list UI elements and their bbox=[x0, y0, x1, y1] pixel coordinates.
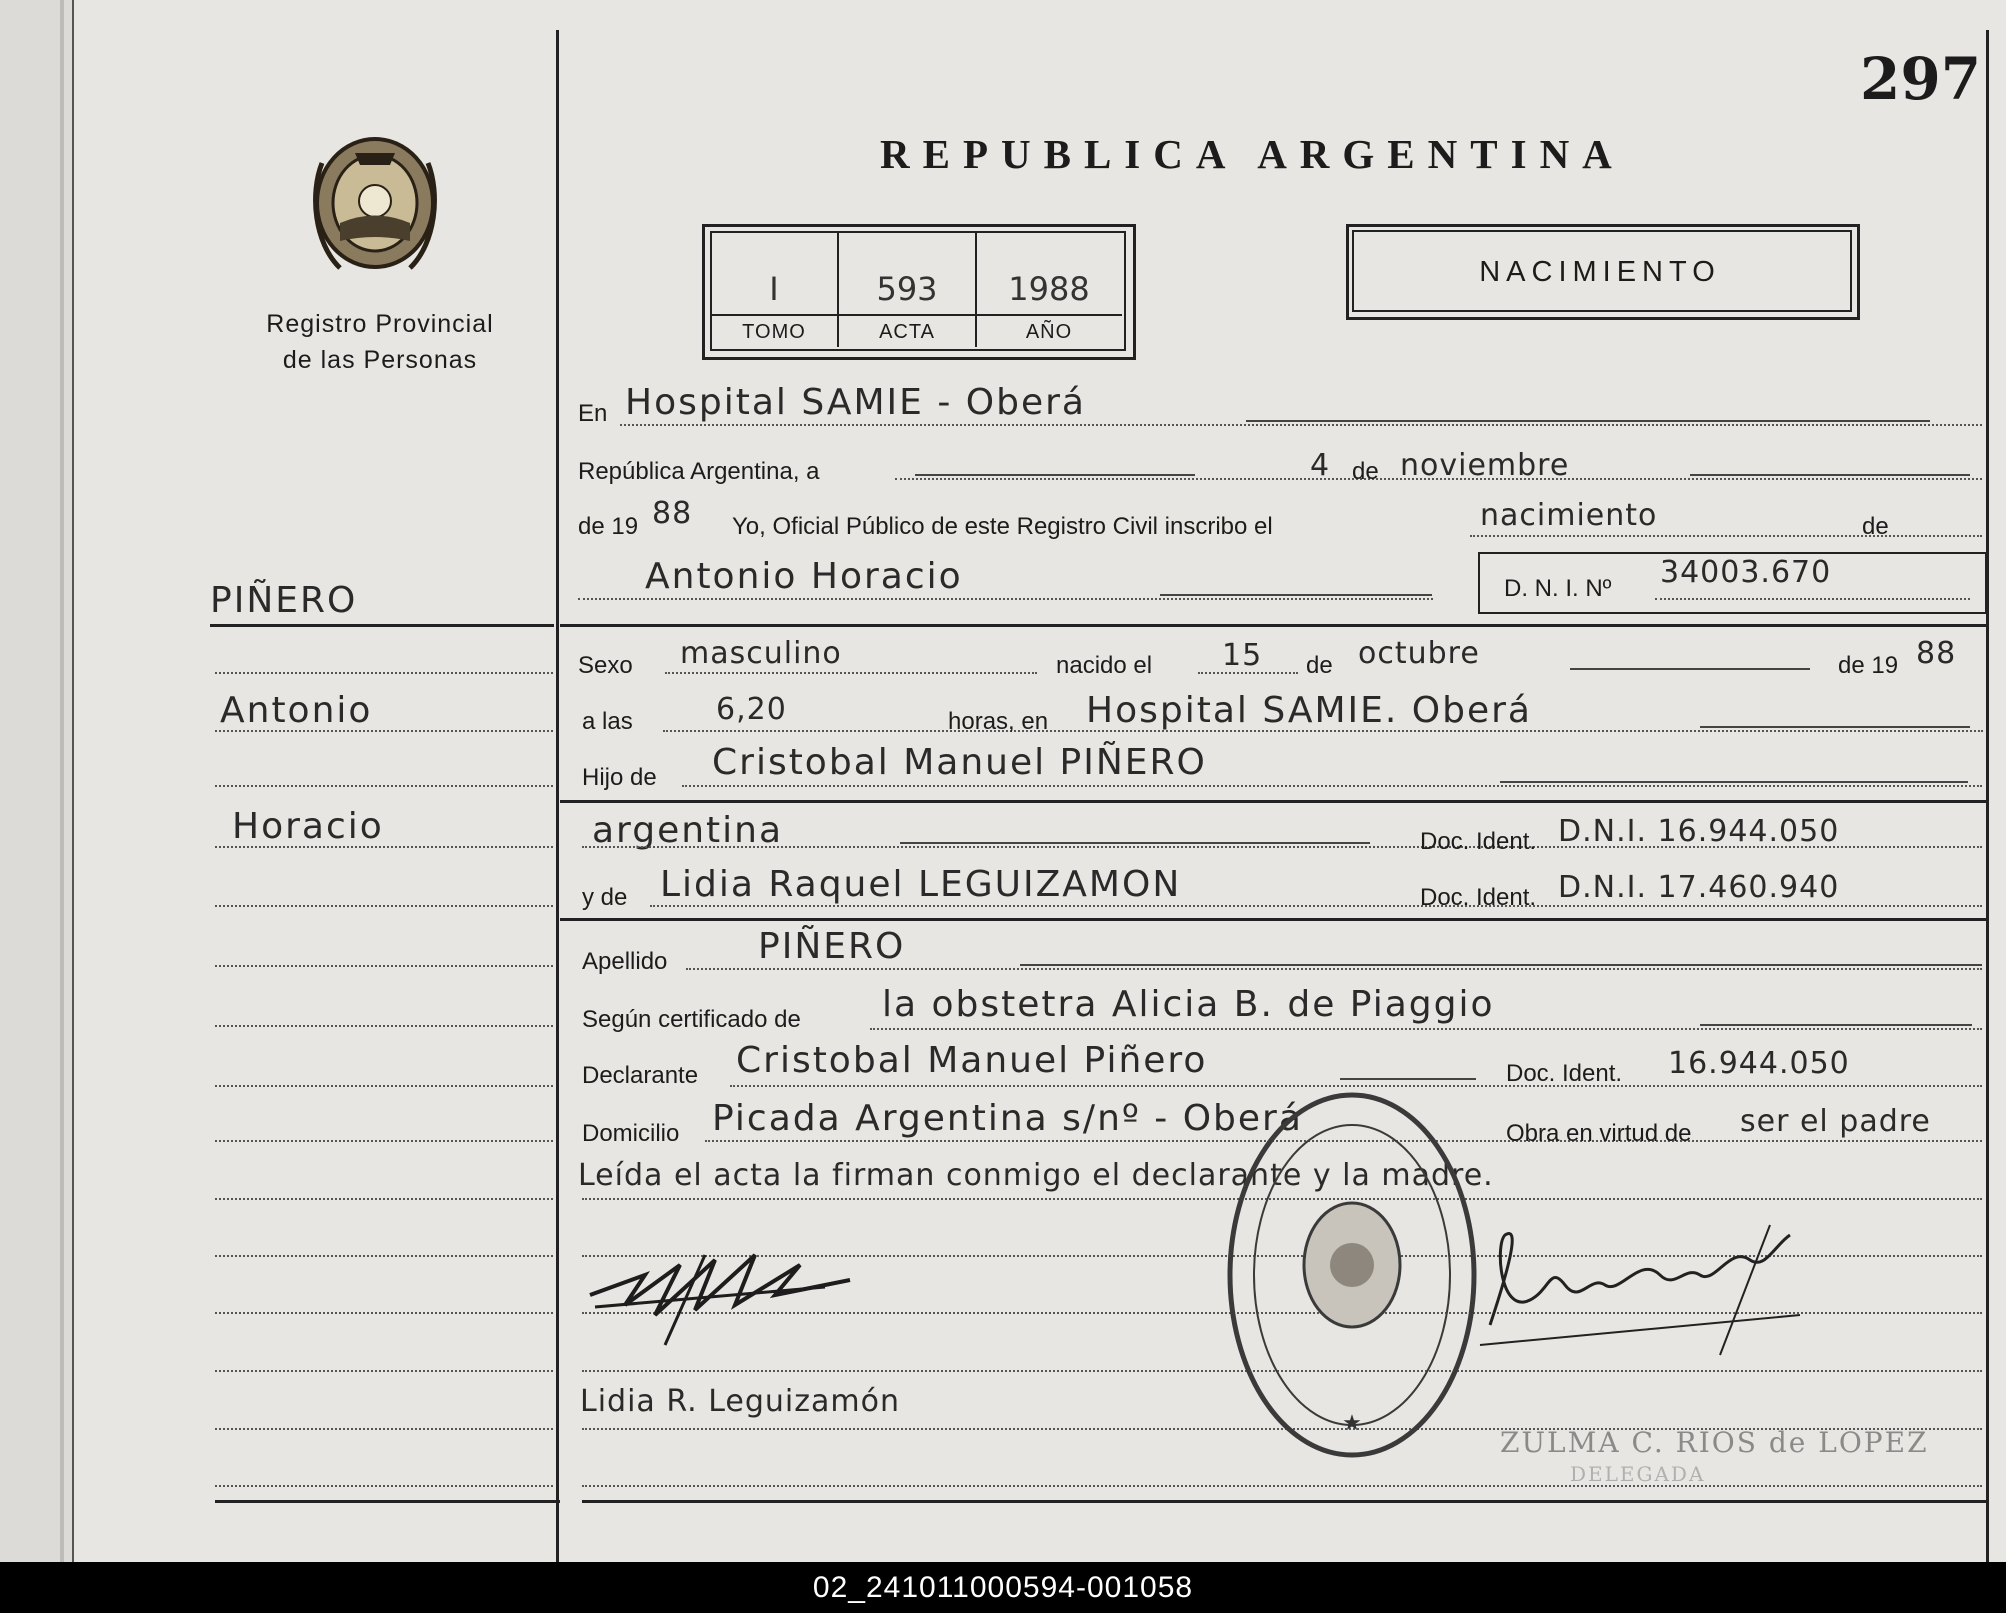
nacido-label: nacido el bbox=[1056, 652, 1153, 679]
blank-line bbox=[915, 474, 1195, 476]
father-name: Cristobal Manuel PIÑERO bbox=[712, 742, 1207, 783]
registry-stamp-icon bbox=[1222, 1085, 1482, 1465]
registration-day: 4 bbox=[1310, 448, 1331, 483]
blank-line bbox=[1160, 594, 1432, 596]
birth-year-suffix: 88 bbox=[1916, 636, 1957, 671]
mother-document: D.N.I. 17.460.940 bbox=[1558, 870, 1840, 905]
doc-label: Doc. Ident. bbox=[1420, 828, 1537, 855]
margin-surname: PIÑERO bbox=[210, 580, 358, 621]
section-rule bbox=[560, 800, 1986, 803]
margin-divider bbox=[556, 30, 559, 1562]
binding-fold bbox=[60, 0, 64, 1562]
mother-signature: Lidia R. Leguizamón bbox=[580, 1384, 900, 1419]
declarante-label: Declarante bbox=[582, 1062, 699, 1089]
ano-header: AÑO bbox=[1025, 321, 1073, 343]
margin-dotted-line bbox=[215, 1140, 553, 1142]
obra-value: ser el padre bbox=[1740, 1104, 1931, 1139]
sexo-value: masculino bbox=[680, 636, 842, 671]
de-label-3: de bbox=[1306, 652, 1333, 679]
declarante-document: 16.944.050 bbox=[1668, 1046, 1850, 1081]
blank-line bbox=[1700, 726, 1970, 728]
blank-line bbox=[1340, 1078, 1476, 1080]
dotted-line bbox=[686, 968, 1982, 970]
page-number: 297 bbox=[1860, 45, 1982, 113]
record-type: NACIMIENTO bbox=[1479, 256, 1721, 288]
margin-dotted-line bbox=[215, 846, 553, 848]
margin-dotted-line bbox=[215, 1428, 553, 1430]
footer-code: 02_241011000594-001058 bbox=[812, 1571, 1194, 1604]
right-page-edge bbox=[1986, 30, 1989, 1562]
registration-place: Hospital SAMIE - Oberá bbox=[625, 382, 1086, 423]
margin-dotted-line bbox=[215, 785, 553, 787]
margin-dotted-line bbox=[215, 1025, 553, 1027]
apellido-value: PIÑERO bbox=[758, 926, 906, 967]
dotted-line bbox=[578, 598, 1433, 600]
margin-dotted-line bbox=[215, 1085, 553, 1087]
place-label: En bbox=[578, 400, 608, 427]
hijo-label: Hijo de bbox=[582, 764, 657, 791]
dotted-line bbox=[665, 672, 1037, 674]
obra-label: Obra en virtud de bbox=[1506, 1120, 1692, 1147]
blank-line bbox=[1246, 420, 1930, 422]
dni-label: D. N. I. Nº bbox=[1504, 575, 1612, 602]
father-document: D.N.I. 16.944.050 bbox=[1558, 814, 1840, 849]
tomo-value: I bbox=[769, 270, 779, 308]
declarante-name: Cristobal Manuel Piñero bbox=[736, 1040, 1208, 1081]
official-title: DELEGADA bbox=[1570, 1462, 1706, 1486]
bottom-rule bbox=[582, 1500, 1986, 1503]
margin-dotted-line bbox=[215, 730, 553, 732]
official-signature-icon bbox=[1470, 1205, 1810, 1365]
sexo-label: Sexo bbox=[578, 652, 633, 679]
de-label-2: de bbox=[1862, 513, 1889, 540]
blank-line bbox=[1020, 964, 1982, 966]
registry-line-2: de las Personas bbox=[282, 346, 478, 374]
registry-name bbox=[220, 306, 540, 378]
dotted-line bbox=[650, 905, 1982, 907]
year-prefix: de 19 bbox=[578, 513, 639, 540]
margin-dotted-line bbox=[215, 672, 553, 674]
birth-day: 15 bbox=[1222, 638, 1263, 673]
y-de-label: y de bbox=[582, 884, 628, 911]
birth-time: 6,20 bbox=[716, 692, 787, 727]
margin-dotted-line bbox=[215, 965, 553, 967]
margin-dotted-line bbox=[215, 905, 553, 907]
republica-label: República Argentina, a bbox=[578, 458, 820, 485]
margin-dotted-line bbox=[215, 1255, 553, 1257]
domicilio-value: Picada Argentina s/nº - Oberá bbox=[712, 1098, 1303, 1139]
section-rule bbox=[560, 918, 1986, 921]
domicilio-label: Domicilio bbox=[582, 1120, 680, 1147]
tomo-header: TOMO bbox=[742, 321, 806, 343]
doc-label-mother: Doc. Ident. bbox=[1420, 884, 1537, 911]
acta-header: ACTA bbox=[879, 321, 935, 343]
dotted-line bbox=[870, 1028, 1982, 1030]
registry-line-1: Registro Provincial bbox=[266, 310, 494, 338]
margin-dotted-line bbox=[215, 1312, 553, 1314]
section-rule bbox=[560, 624, 1986, 627]
horas-label: horas, en bbox=[948, 708, 1049, 735]
apellido-label: Apellido bbox=[582, 948, 668, 975]
dotted-line bbox=[1198, 672, 1298, 674]
blank-line bbox=[1570, 668, 1810, 670]
margin-name-1: Antonio bbox=[220, 690, 373, 731]
father-signature-icon bbox=[585, 1235, 855, 1350]
dni-number: 34003.670 bbox=[1660, 555, 1832, 590]
margin-rule bbox=[210, 624, 554, 627]
segun-label: Según certificado de bbox=[582, 1006, 801, 1033]
blank-line bbox=[1500, 781, 1968, 783]
blank-line bbox=[1690, 474, 1970, 476]
document-title: REPUBLICA ARGENTINA bbox=[880, 131, 1625, 177]
doc-label-declarante: Doc. Ident. bbox=[1506, 1060, 1623, 1087]
record-table-rule bbox=[710, 314, 1122, 316]
acta-value: 593 bbox=[876, 270, 938, 308]
birth-month: octubre bbox=[1358, 636, 1480, 671]
official-name: ZULMA C. RIOS de LOPEZ bbox=[1500, 1426, 1929, 1459]
year-prefix-2: de 19 bbox=[1838, 652, 1899, 679]
record-table-divider bbox=[975, 231, 977, 347]
record-table-divider bbox=[837, 231, 839, 347]
birth-place: Hospital SAMIE. Oberá bbox=[1086, 690, 1532, 731]
registered-person-name: Antonio Horacio bbox=[645, 556, 963, 597]
father-nationality: argentina bbox=[592, 810, 784, 851]
dotted-line bbox=[582, 1485, 1982, 1487]
margin-name-2: Horacio bbox=[232, 806, 384, 847]
dotted-line bbox=[682, 785, 1982, 787]
province-coat-of-arms-icon bbox=[300, 123, 450, 283]
dotted-line bbox=[620, 424, 1982, 426]
officer-statement: Yo, Oficial Público de este Registro Civil inscribo el bbox=[732, 513, 1273, 540]
margin-dotted-line bbox=[215, 1370, 553, 1372]
blank-line bbox=[900, 842, 1370, 844]
ano-value: 1988 bbox=[1008, 270, 1090, 308]
time-label: a las bbox=[582, 708, 633, 735]
margin-dotted-line bbox=[215, 1198, 553, 1200]
closing-note: Leída el acta la firman conmigo el declarante y la madre. bbox=[578, 1158, 1494, 1193]
dotted-line bbox=[1470, 535, 1982, 537]
registration-year-suffix: 88 bbox=[652, 496, 693, 531]
margin-dotted-line bbox=[215, 1485, 553, 1487]
mother-name: Lidia Raquel LEGUIZAMON bbox=[660, 864, 1182, 905]
dotted-line bbox=[1655, 598, 1970, 600]
blank-line bbox=[1700, 1024, 1972, 1026]
registration-month: noviembre bbox=[1400, 448, 1570, 483]
de-label: de bbox=[1352, 458, 1379, 485]
certificate-issuer: la obstetra Alicia B. de Piaggio bbox=[882, 984, 1495, 1025]
act-type: nacimiento bbox=[1480, 498, 1658, 533]
margin-bottom-rule bbox=[215, 1500, 560, 1503]
svg-text:★: ★ bbox=[1342, 1410, 1362, 1435]
